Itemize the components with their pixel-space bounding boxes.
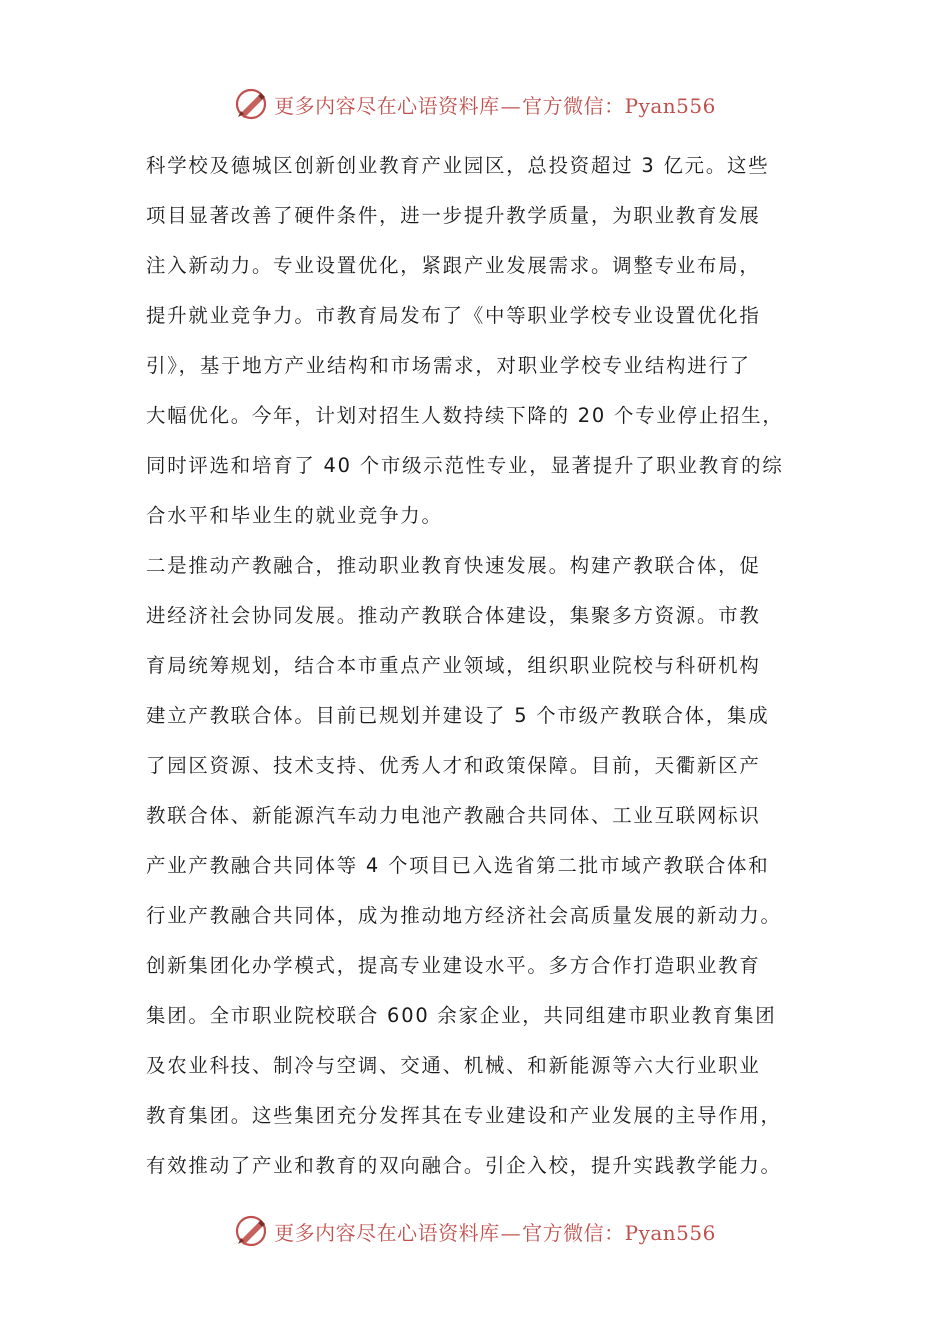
- wechat-contact: 官方微信：Pyan556: [522, 93, 716, 118]
- text-line: 项目显著改善了硬件条件，进一步提升教学质量，为职业教育发展: [146, 204, 761, 227]
- pen-circle-icon: [234, 87, 268, 121]
- text-line: 合水平和毕业生的就业竞争力。: [146, 504, 443, 527]
- text-line: 引》，基于地方产业结构和市场需求，对职业学校专业结构进行了: [146, 354, 751, 377]
- header-watermark: [0, 84, 950, 124]
- document-body: [146, 141, 836, 1191]
- text-line: 育局统筹规划，结合本市重点产业领域，组织职业院校与科研机构: [146, 654, 761, 677]
- text-line: 创新集团化办学模式，提高专业建设水平。多方合作打造职业教育: [146, 954, 761, 977]
- footer-watermark: [0, 1211, 950, 1251]
- text-line: 教育集团。这些集团充分发挥其在专业建设和产业发展的主导作用，: [146, 1104, 782, 1127]
- text-line: 二是推动产教融合，推动职业教育快速发展。构建产教联合体，促: [146, 554, 761, 577]
- text-line: 注入新动力。专业设置优化，紧跟产业发展需求。调整专业布局，: [146, 254, 761, 277]
- text-line: 进经济社会协同发展。推动产教联合体建设，集聚多方资源。市教: [146, 604, 761, 627]
- separator-dash: —: [500, 93, 522, 118]
- text-line: 科学校及德城区创新创业教育产业园区，总投资超过 3 亿元。这些: [146, 154, 770, 177]
- header-watermark-text: [274, 90, 716, 119]
- text-line: 及农业科技、制冷与空调、交通、机械、和新能源等六大行业职业: [146, 1054, 761, 1077]
- text-line: 产业产教融合共同体等 4 个项目已入选省第二批市域产教联合体和: [146, 854, 770, 877]
- text-line: 大幅优化。今年，计划对招生人数持续下降的 20 个专业停止招生，: [146, 404, 784, 427]
- text-line: 建立产教联合体。目前已规划并建设了 5 个市级产教联合体，集成: [146, 704, 770, 727]
- text-line: 了园区资源、技术支持、优秀人才和政策保障。目前，天衢新区产: [146, 754, 761, 777]
- text-line: 集团。全市职业院校联合 600 余家企业，共同组建市职业教育集团: [146, 1004, 777, 1027]
- text-line: 教联合体、新能源汽车动力电池产教融合共同体、工业互联网标识: [146, 804, 761, 827]
- text-line: 同时评选和培育了 40 个市级示范性专业，显著提升了职业教育的综: [146, 454, 784, 477]
- brand-name: 更多内容尽在心语资料库: [274, 93, 500, 118]
- text-line: 行业产教融合共同体，成为推动地方经济社会高质量发展的新动力。: [146, 904, 782, 927]
- pen-circle-icon: [234, 1214, 268, 1248]
- footer-watermark-text: [274, 1217, 716, 1246]
- text-line: 提升就业竞争力。市教育局发布了《中等职业学校专业设置优化指: [146, 304, 761, 327]
- wechat-contact: 官方微信：Pyan556: [522, 1220, 716, 1245]
- brand-name: 更多内容尽在心语资料库: [274, 1220, 500, 1245]
- text-line: 有效推动了产业和教育的双向融合。引企入校，提升实践教学能力。: [146, 1154, 782, 1177]
- separator-dash: —: [500, 1220, 522, 1245]
